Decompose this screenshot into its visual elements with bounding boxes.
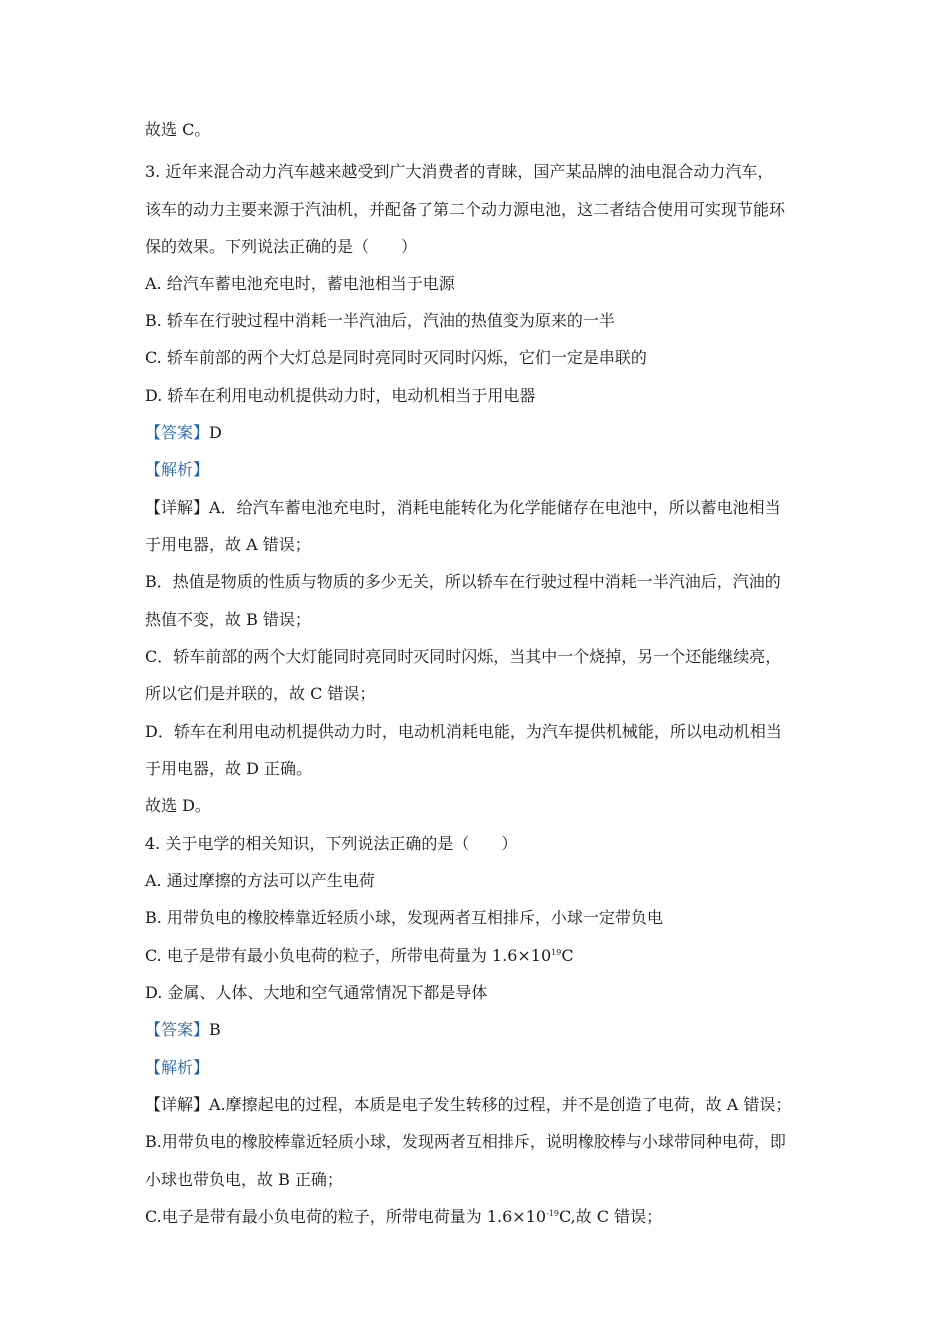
question-3-stem: 保的效果。下列说法正确的是（ ） <box>145 237 418 256</box>
answer-line <box>145 1020 221 1040</box>
detail-line <box>145 498 781 518</box>
question-4-option-a: A. 通过摩擦的方法可以产生电荷 <box>145 871 375 890</box>
exponent: -19 <box>546 1209 559 1218</box>
detail-line: C．轿车前部的两个大灯能同时亮同时灭同时闪烁，当其中一个烧掉，另一个还能继续亮， <box>145 647 782 666</box>
detail-text: C,故 C 错误； <box>558 1207 663 1226</box>
analysis-line <box>145 460 209 480</box>
question-3-stem: 该车的动力主要来源于汽油机，并配备了第二个动力源电池，这二者结合使用可实现节能环 <box>145 200 786 219</box>
answer-value: B <box>209 1020 221 1039</box>
question-3-option-c: C. 轿车前部的两个大灯总是同时亮同时灭同时闪烁，它们一定是串联的 <box>145 348 647 367</box>
question-3-option-d: D. 轿车在利用电动机提供动力时，电动机相当于用电器 <box>145 386 536 405</box>
detail-line: 小球也带负电，故 B 正确； <box>145 1170 343 1189</box>
analysis-line <box>145 1058 209 1078</box>
answer-tag: 【答案】 <box>145 423 210 442</box>
detail-line: B．热值是物质的性质与物质的多少无关，所以轿车在行驶过程中消耗一半汽油后，汽油的 <box>145 572 781 591</box>
conclusion-line: 故选 D。 <box>145 796 211 815</box>
question-3-stem: 3. 近年来混合动力汽车越来越受到广大消费者的青睐，国产某品牌的油电混合动力汽车， <box>145 162 774 181</box>
answer-value: D <box>209 423 222 442</box>
unit: C <box>561 946 574 965</box>
detail-tag: 【详解】 <box>145 1095 210 1114</box>
detail-line: 所以它们是并联的，故 C 错误； <box>145 684 376 703</box>
answer-tag: 【答案】 <box>145 1020 210 1039</box>
detail-line <box>145 1095 791 1115</box>
detail-line <box>145 1207 662 1227</box>
detail-line: 热值不变，故 B 错误； <box>145 610 311 629</box>
option-c-text: C. 电子是带有最小负电荷的粒子，所带电荷量为 1.6×10 <box>145 946 552 965</box>
detail-text: A.摩擦起电的过程，本质是电子发生转移的过程，并不是创造了电荷，故 A 错误； <box>209 1095 792 1114</box>
question-4-option-b: B. 用带负电的橡胶棒靠近轻质小球，发现两者互相排斥，小球一定带负电 <box>145 908 663 927</box>
question-3-option-a: A. 给汽车蓄电池充电时，蓄电池相当于电源 <box>145 274 455 293</box>
analysis-tag: 【解析】 <box>145 1058 210 1077</box>
detail-line: D．轿车在利用电动机提供动力时，电动机消耗电能，为汽车提供机械能，所以电动机相当 <box>145 722 782 741</box>
question-4-option-c <box>145 946 574 966</box>
analysis-tag: 【解析】 <box>145 460 210 479</box>
question-4-stem: 4. 关于电学的相关知识，下列说法正确的是（ ） <box>145 834 518 853</box>
question-3-option-b: B. 轿车在行驶过程中消耗一半汽油后，汽油的热值变为原来的一半 <box>145 311 615 330</box>
question-4-option-d: D. 金属、人体、大地和空气通常情况下都是导体 <box>145 983 488 1002</box>
detail-text: C.电子是带有最小负电荷的粒子，所带电荷量为 1.6×10 <box>145 1207 547 1226</box>
answer-line <box>145 423 222 443</box>
detail-line: 于用电器，故 D 正确。 <box>145 759 313 778</box>
detail-line: B.用带负电的橡胶棒靠近轻质小球，发现两者互相排斥，说明橡胶棒与小球带同种电荷，即 <box>145 1132 786 1151</box>
detail-tag: 【详解】 <box>145 498 210 517</box>
exponent: 19 <box>551 948 562 957</box>
detail-text: A．给汽车蓄电池充电时，消耗电能转化为化学能储存在电池中，所以蓄电池相当 <box>209 498 781 517</box>
conclusion-line: 故选 C。 <box>145 120 211 139</box>
detail-line: 于用电器，故 A 错误； <box>145 535 311 554</box>
